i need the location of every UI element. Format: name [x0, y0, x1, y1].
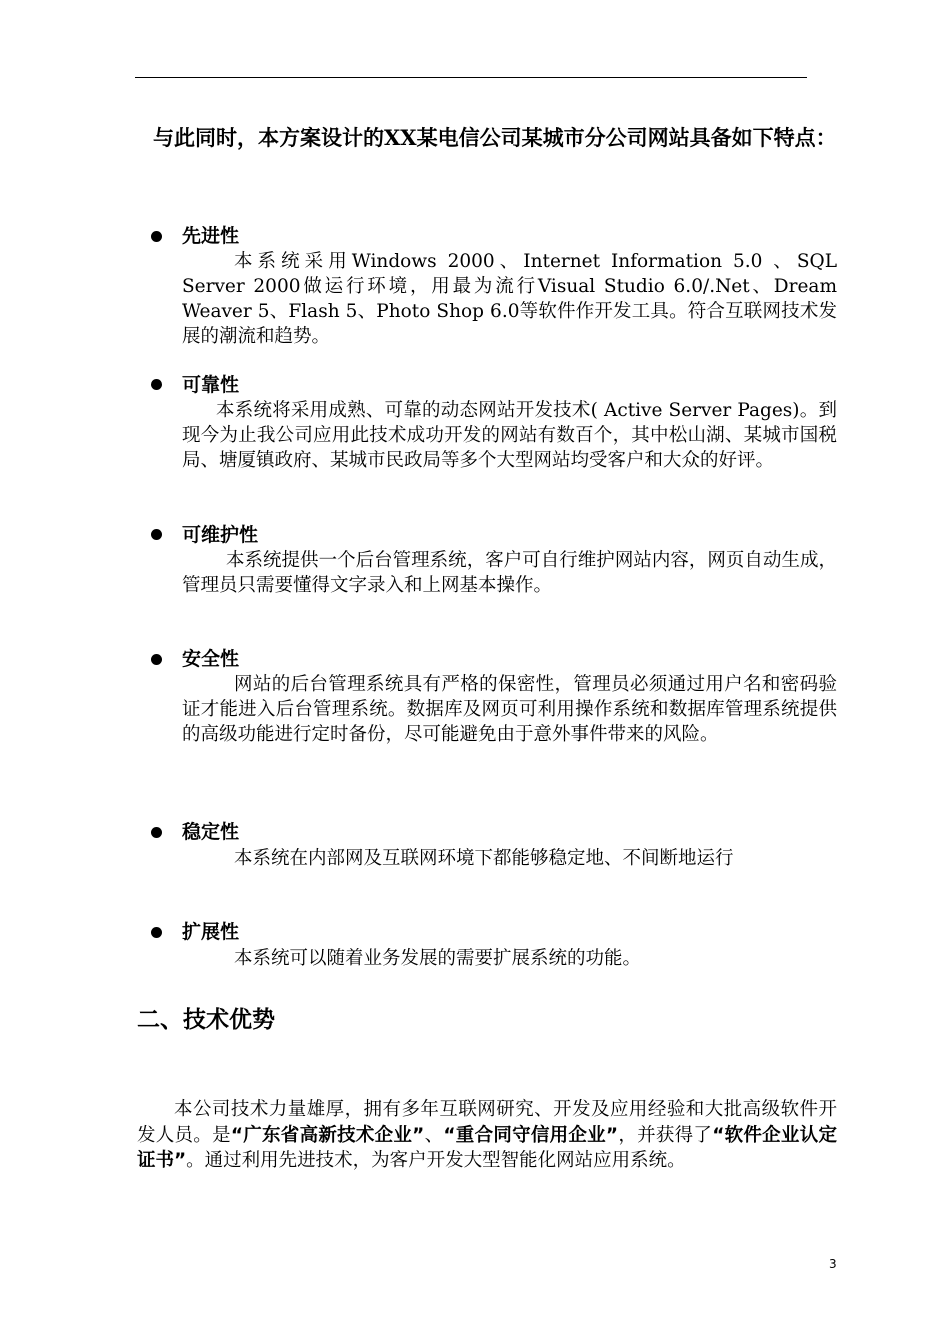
tech-advantage-paragraph	[137, 1097, 837, 1174]
page-number: 3	[829, 1257, 837, 1271]
para-text: ，并获得了	[618, 1124, 713, 1146]
feature-title-maintainability: 可维护性	[182, 524, 259, 546]
highlight-certificate: “软件企业认定证书”	[137, 1124, 837, 1171]
para-text: 、	[424, 1124, 444, 1146]
highlight-honor: “广东省高新技术企业”	[230, 1124, 425, 1146]
bullet-icon	[151, 654, 162, 665]
bullet-icon	[151, 927, 162, 938]
feature-title-stability: 稳定性	[182, 821, 240, 843]
bullet-icon	[151, 379, 162, 390]
bullet-icon	[151, 231, 162, 242]
feature-body-security: 网站的后台管理系统具有严格的保密性，管理员必须通过用户名和密码验证才能进入后台管理系统。数据库及网页可利用操作系统和数据库管理系统提供的高级功能进行定时备份，尽可能避免由于意外事件带来的风险。	[182, 674, 837, 745]
feature-title-advanced: 先进性	[182, 225, 240, 247]
feature-title-extensibility: 扩展性	[182, 921, 240, 943]
intro-heading: 与此同时，本方案设计的XX某电信公司某城市分公司网站具备如下特点：	[153, 125, 837, 150]
feature-body-maintainability: 本系统提供一个后台管理系统，客户可自行维护网站内容，网页自动生成，管理员只需要懂得文字录入和上网基本操作。	[182, 550, 837, 596]
highlight-honor: “重合同守信用企业”	[443, 1124, 619, 1146]
feature-title-reliability: 可靠性	[182, 374, 240, 396]
bullet-icon	[151, 529, 162, 540]
bullet-icon	[151, 827, 162, 838]
feature-body-extensibility: 本系统可以随着业务发展的需要扩展系统的功能。	[234, 948, 642, 969]
para-text: 。通过利用先进技术，为客户开发大型智能化网站应用系统。	[186, 1150, 686, 1171]
para-text: 本公司技术力量雄厚，拥有多年互联网研究、开发及应用经验和大批高级软件开发人员。是	[137, 1099, 837, 1146]
feature-body-advanced: 本系统采用Windows 2000、Internet Information 5.0 、SQL Server 2000做运行环境，用最为流行Visual Studio 6.0/.Net、Dream Weaver 5、Flash 5、Photo Shop 6.0等软件作开发工具。符合互联网技术发展的潮流和趋势。	[182, 251, 837, 347]
section-heading: 二、技术优势	[137, 1007, 275, 1033]
feature-body-stability: 本系统在内部网及互联网环境下都能够稳定地、不间断地运行	[234, 848, 734, 869]
header-rule	[135, 77, 807, 78]
feature-title-security: 安全性	[182, 648, 240, 670]
feature-body-reliability: 本系统将采用成熟、可靠的动态网站开发技术( Active Server Pages)。到现今为止我公司应用此技术成功开发的网站有数百个，其中松山湖、某城市国税局、塘厦镇政府、某城市民政局等多个大型网站均受客户和大众的好评。	[182, 400, 837, 471]
